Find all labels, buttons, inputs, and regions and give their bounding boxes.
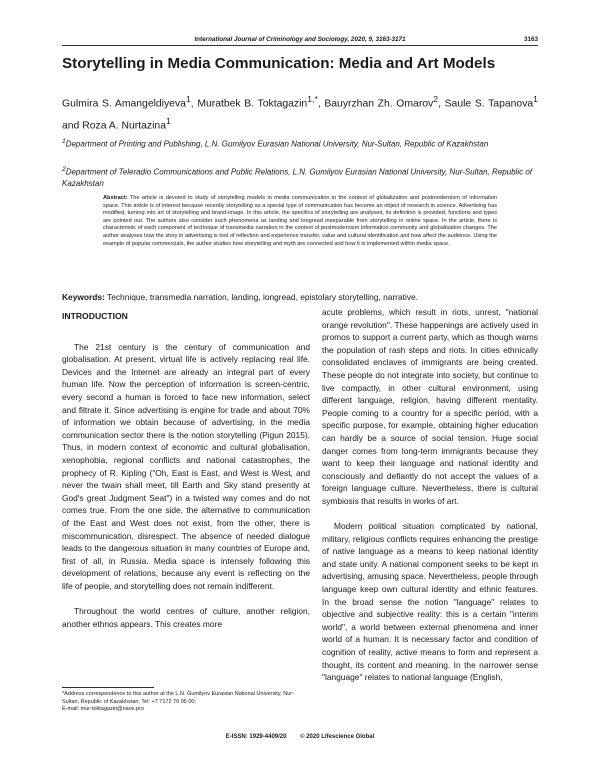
- author-list: [62, 91, 538, 135]
- issn: E-ISSN: 1929-4409/20: [225, 734, 287, 740]
- running-header: [62, 36, 538, 43]
- affiliation-2: [62, 164, 538, 189]
- author-name: Roza A. Nurtazina: [82, 120, 166, 132]
- author-affil-mark: 1: [165, 115, 171, 126]
- keywords: [62, 292, 538, 302]
- author-name: Gulmira S. Amangeldiyeva: [62, 98, 186, 110]
- author-name: Bauyrzhan Zh. Omarov: [324, 98, 434, 110]
- separator: and: [62, 120, 83, 132]
- affiliation-mark: 1: [62, 138, 66, 145]
- paragraph: Modern political situation complicated by national, military, religious conflicts requires enhancing the prestige of native language as a means to keep national identity and state unity. A national component seeks to be kept in advertising, amusing space. Nevertheless, people through language keep own cultural identity and ethnic features. In the broad sense the notion "language" relates to objective and subjective reality: this is a certain "interim world", a world between external phenomena and inner world of a human. It is necessary factor and condition of cognition of reality, active means to form and represent a thought, its content and meaning. In the narrower sense "language" relates to national language (English,: [322, 521, 538, 683]
- page-footer: [0, 734, 600, 740]
- correspondence-footnote: [62, 691, 310, 714]
- page-number: 3163: [523, 36, 538, 43]
- paragraph: Throughout the world centres of culture, another religion, another ethnos appears. This creates more: [62, 606, 310, 629]
- keywords-text: Technique, transmedia narration, landing, longread, epistolary storytelling, narrative.: [107, 292, 418, 302]
- separator: ,: [438, 98, 445, 110]
- paragraph: acute problems, which result in riots, unrest, "national orange revolution". These happenings are actively used in promos to support a current party, which as though warns the population of rash steps and riots. In cities ethnically consolidated enclaves of immigrants are being created. These people do not integrate into society, but continue to live compactly, in other cultural environment, using different language, religion, having different mentality. People coming to a country for a specific period, with a specific purpose, for example, obtaining higher education can hardly be a source of social tension. Huge social danger comes from long-term immigrants because they want to keep their language and national identity and consciously and defiantly do not accept the values of a foreign language culture. Nevertheless, there is cultural symbiosis that results in works of art.: [322, 307, 538, 506]
- author-affil-mark: 1: [533, 94, 538, 104]
- affiliation-mark: 2: [62, 166, 66, 173]
- affiliation-text: Department of Printing and Publishing, L.N. Gumilyov Eurasian National University, Nur-Sultan, Republic of Kazakhstan: [65, 139, 489, 149]
- copyright: © 2020 Lifescience Global: [300, 734, 375, 740]
- author-name: Saule S. Tapanova: [444, 98, 534, 110]
- header-rule: [62, 45, 538, 46]
- author-affil-mark: 1: [185, 94, 191, 104]
- abstract: [103, 195, 497, 248]
- keywords-label: Keywords:: [62, 292, 105, 302]
- article-title: Storytelling in Media Communication: Media and Art Models: [62, 55, 496, 72]
- paragraph: The 21st century is the century of communication and globalisation. At present, virtual life is actively replacing real life. Devices and the Internet are already an integral part of every human life. Now the perception of information is screen-centric, every second a human is forced to face new information, select and filtrate it. Since advertising is engine for trade and about 70% of information we obtain because of advertising, in the media communication sector there is the notion storytelling (Pigun 2015). Thus, in modern context of economic and cultural globalisation, xenophobia, regional conflicts and national catastrophes, the prophecy of R. Kipling ("Oh, East is East, and West is West, and never the twain shall meet, till Earth and Sky stand presently at God's great Judgment Seat") in a twisted way comes and do not comes true. From the one side, the alternative to communication of the East and West does not exist, from the other, there is miscommunication, disrespect. The absence of needed dialogue leads to the dangerous situation in many countries of Europe and, first of all, in Russia. Media space is intensely following this development of relations, because any event is reflecting on the life of people, and storytelling does not remain indifferent.: [62, 341, 310, 591]
- section-heading-introduction: INTRODUCTION: [62, 311, 128, 321]
- right-column: [322, 306, 538, 684]
- affiliation-text: Department of Teleradio Communications and Public Relations, L.N. Gumilyov Eurasian National University, Nur-Sultan, Republic of Kazakhstan: [62, 167, 532, 188]
- author-affil-mark: 1,*: [307, 94, 318, 104]
- footnote-email: E-mail: mur-toktagazin@naox.pro: [62, 706, 145, 713]
- footnote-rule: [62, 687, 154, 688]
- separator: ,: [317, 98, 325, 110]
- author-affil-mark: 2: [433, 94, 439, 104]
- affiliation-1: [62, 136, 538, 150]
- separator: ,: [190, 98, 198, 110]
- abstract-text: The article is devoted to study of storytelling models in media communication in the context of globalization and postmodernism of information space. This article is of interest because recently storytelling as a special type of communication has become an object of research in science. Advertising has modified, turning into art of storytelling and brand-image. In this article, the specifics of storytelling are analysed, its definition is provided, functions and types are pointed out. The authors also consider such phenomena as landing and longread inseparable from storytelling in online space. In the article, there is characteristic of each component of technique of transmedia narration in the context of postmodernism information community and globalisation changes. The author analyses how the story in advertising is tool of reflection and experience transfer, value and cultural identification and how affect the audience. Using the example of popular commercials, the author studies how storytelling and myth are connected and how it is implemented within media space.: [103, 195, 497, 247]
- footnote-text: *Address correspondence to this author at the L.N. Gumilyov Eurasian National University, Nur-Sultan, Republic of Kazakhstan; Tel: +7 7172 70 95 00;: [62, 691, 294, 705]
- left-column: [62, 310, 310, 630]
- journal-citation: International Journal of Criminology and Sociology, 2020, 9, 3163-3171: [194, 36, 406, 43]
- author-name: Muratbek B. Toktagazin: [197, 98, 308, 110]
- abstract-label: Abstract:: [103, 195, 128, 201]
